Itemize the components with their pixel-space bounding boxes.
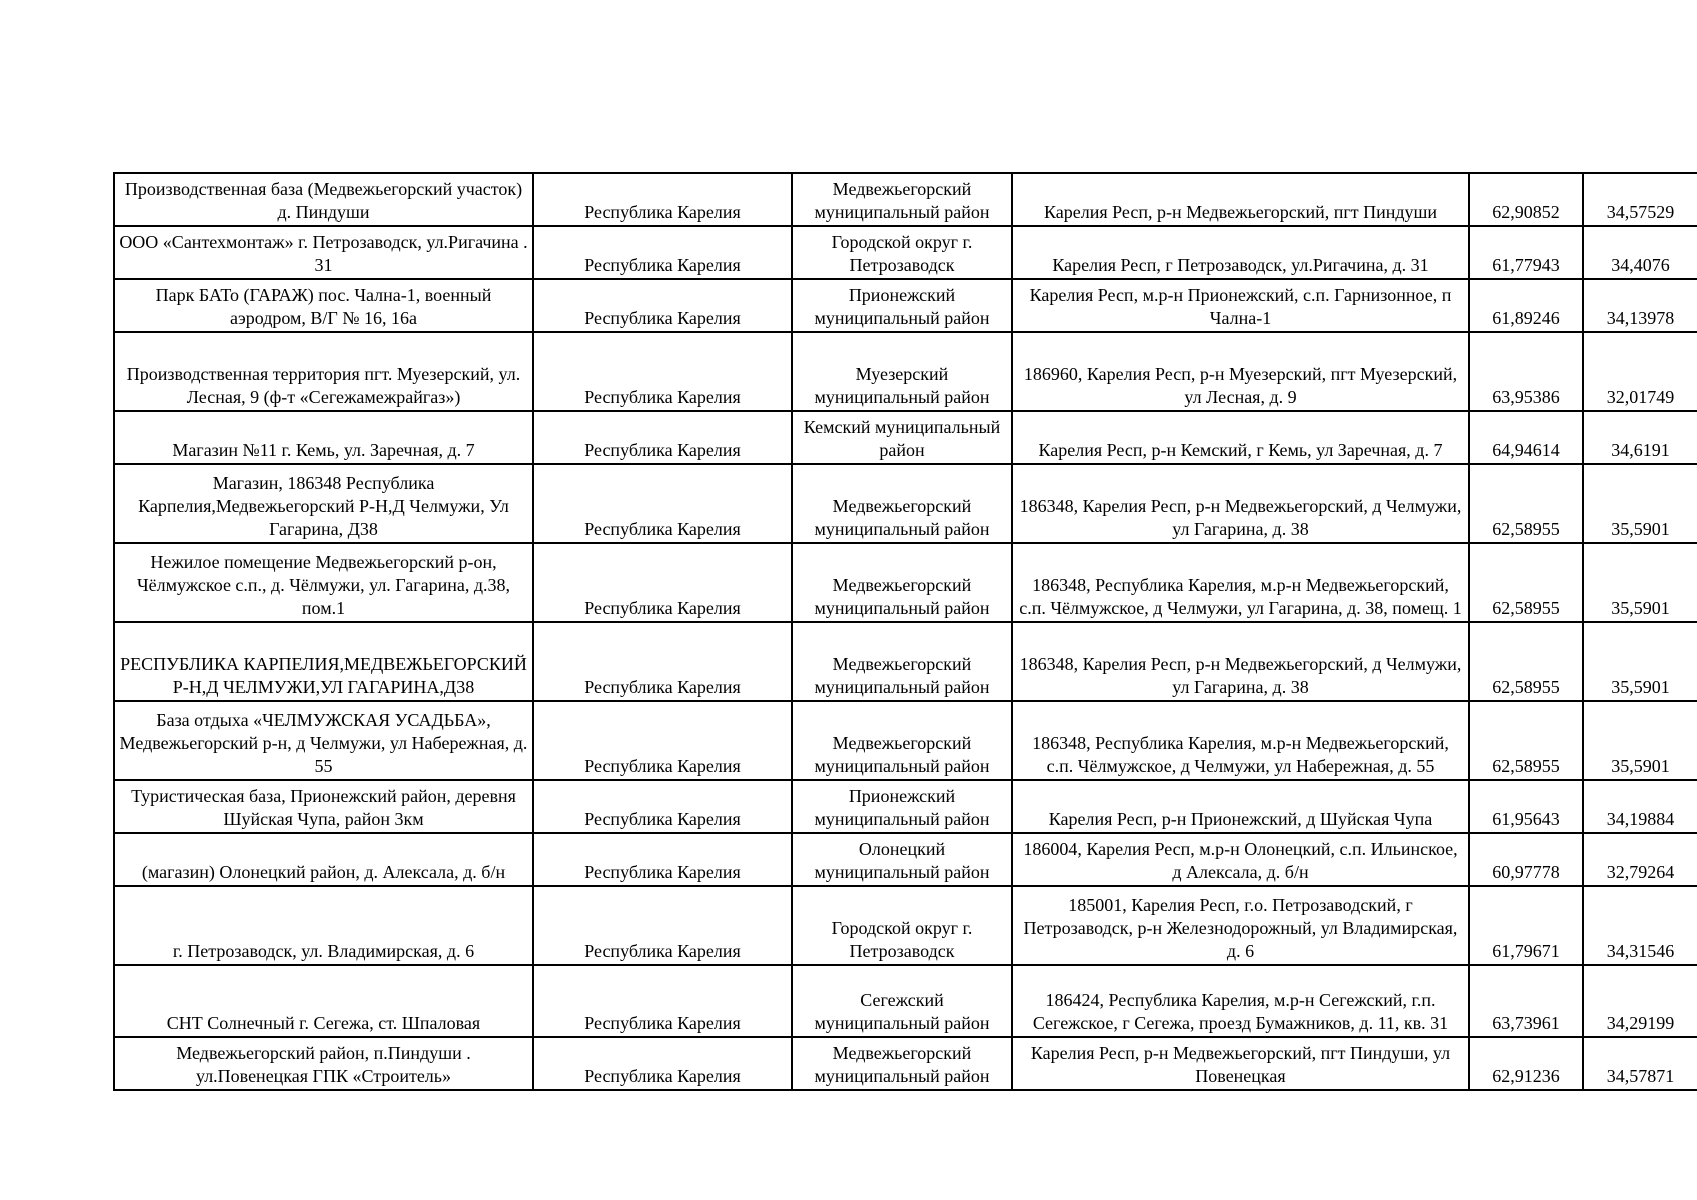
cell-longitude: 35,5901 <box>1583 464 1697 543</box>
cell-latitude: 62,91236 <box>1469 1037 1583 1090</box>
table-row <box>114 1037 1697 1090</box>
cell-district: Медвежьегорский муниципальный район <box>792 173 1012 226</box>
cell-address: 186348, Республика Карелия, м.р-н Медвежьегорский, с.п. Чёлмужское, д Челмужи, ул Набережная, д. 55 <box>1012 701 1469 780</box>
cell-latitude: 60,97778 <box>1469 833 1583 886</box>
cell-longitude: 34,13978 <box>1583 279 1697 332</box>
cell-longitude: 34,31546 <box>1583 886 1697 965</box>
cell-latitude: 61,79671 <box>1469 886 1583 965</box>
cell-latitude: 62,58955 <box>1469 622 1583 701</box>
table-row <box>114 332 1697 411</box>
cell-address: 186348, Карелия Респ, р-н Медвежьегорский, д Челмужи, ул Гагарина, д. 38 <box>1012 622 1469 701</box>
cell-district: Сегежский муниципальный район <box>792 965 1012 1037</box>
table-row <box>114 886 1697 965</box>
cell-longitude: 34,29199 <box>1583 965 1697 1037</box>
cell-longitude: 32,01749 <box>1583 332 1697 411</box>
cell-region: Республика Карелия <box>533 332 792 411</box>
cell-address: 185001, Карелия Респ, г.о. Петрозаводский, г Петрозаводск, р-н Железнодорожный, ул Владимирская, д. 6 <box>1012 886 1469 965</box>
cell-district: Прионежский муниципальный район <box>792 780 1012 833</box>
cell-address: 186424, Республика Карелия, м.р-н Сегежский, г.п. Сегежское, г Сегежа, проезд Бумажников, д. 11, кв. 31 <box>1012 965 1469 1037</box>
cell-longitude: 34,6191 <box>1583 411 1697 464</box>
cell-address: 186960, Карелия Респ, р-н Муезерский, пгт Муезерский, ул Лесная, д. 9 <box>1012 332 1469 411</box>
cell-district: Медвежьегорский муниципальный район <box>792 464 1012 543</box>
cell-latitude: 61,89246 <box>1469 279 1583 332</box>
cell-object-name: г. Петрозаводск, ул. Владимирская, д. 6 <box>114 886 533 965</box>
table-row <box>114 226 1697 279</box>
cell-district: Прионежский муниципальный район <box>792 279 1012 332</box>
table-row <box>114 411 1697 464</box>
cell-district: Кемский муниципальный район <box>792 411 1012 464</box>
cell-object-name: (магазин) Олонецкий район, д. Алексала, д. б/н <box>114 833 533 886</box>
cell-region: Республика Карелия <box>533 543 792 622</box>
table-row <box>114 173 1697 226</box>
cell-address: 186004, Карелия Респ, м.р-н Олонецкий, с.п. Ильинское, д Алексала, д. б/н <box>1012 833 1469 886</box>
cell-latitude: 63,73961 <box>1469 965 1583 1037</box>
cell-longitude: 34,57529 <box>1583 173 1697 226</box>
cell-object-name: Производственная база (Медвежьегорский участок) д. Пиндуши <box>114 173 533 226</box>
cell-object-name: СНТ Солнечный г. Сегежа, ст. Шпаловая <box>114 965 533 1037</box>
cell-address: Карелия Респ, р-н Медвежьегорский, пгт Пиндуши <box>1012 173 1469 226</box>
cell-region: Республика Карелия <box>533 279 792 332</box>
cell-latitude: 63,95386 <box>1469 332 1583 411</box>
cell-object-name: База отдыха «ЧЕЛМУЖСКАЯ УСАДЬБА», Медвежьегорский р-н, д Челмужи, ул Набережная, д. 55 <box>114 701 533 780</box>
cell-region: Республика Карелия <box>533 464 792 543</box>
cell-district: Городской округ г. Петрозаводск <box>792 226 1012 279</box>
cell-district: Медвежьегорский муниципальный район <box>792 1037 1012 1090</box>
cell-object-name: Магазин, 186348 Республика Карпелия,Медвежьегорский Р-Н,Д Челмужи, Ул Гагарина, Д38 <box>114 464 533 543</box>
table-row <box>114 279 1697 332</box>
cell-region: Республика Карелия <box>533 173 792 226</box>
cell-longitude: 35,5901 <box>1583 701 1697 780</box>
cell-region: Республика Карелия <box>533 780 792 833</box>
cell-object-name: Производственная территория пгт. Муезерский, ул. Лесная, 9 (ф-т «Сегежамежрайгаз») <box>114 332 533 411</box>
cell-region: Республика Карелия <box>533 833 792 886</box>
table-row <box>114 543 1697 622</box>
cell-region: Республика Карелия <box>533 226 792 279</box>
cell-object-name: Медвежьегорский район, п.Пиндуши . ул.Повенецкая ГПК «Строитель» <box>114 1037 533 1090</box>
cell-region: Республика Карелия <box>533 965 792 1037</box>
cell-object-name: Парк БАТо (ГАРАЖ) пос. Чална-1, военный аэродром, В/Г № 16, 16а <box>114 279 533 332</box>
cell-longitude: 34,19884 <box>1583 780 1697 833</box>
cell-object-name: РЕСПУБЛИКА КАРПЕЛИЯ,МЕДВЕЖЬЕГОРСКИЙ Р-Н,Д ЧЕЛМУЖИ,УЛ ГАГАРИНА,Д38 <box>114 622 533 701</box>
cell-region: Республика Карелия <box>533 411 792 464</box>
cell-address: Карелия Респ, м.р-н Прионежский, с.п. Гарнизонное, п Чална-1 <box>1012 279 1469 332</box>
cell-latitude: 62,58955 <box>1469 543 1583 622</box>
cell-district: Городской округ г. Петрозаводск <box>792 886 1012 965</box>
table-row <box>114 780 1697 833</box>
cell-address: Карелия Респ, г Петрозаводск, ул.Ригачина, д. 31 <box>1012 226 1469 279</box>
cell-region: Республика Карелия <box>533 1037 792 1090</box>
cell-address: Карелия Респ, р-н Прионежский, д Шуйская Чупа <box>1012 780 1469 833</box>
table-row <box>114 464 1697 543</box>
cell-object-name: Магазин №11 г. Кемь, ул. Заречная, д. 7 <box>114 411 533 464</box>
cell-longitude: 35,5901 <box>1583 622 1697 701</box>
cell-district: Медвежьегорский муниципальный район <box>792 543 1012 622</box>
cell-region: Республика Карелия <box>533 701 792 780</box>
cell-address: 186348, Республика Карелия, м.р-н Медвежьегорский, с.п. Чёлмужское, д Челмужи, ул Гагарина, д. 38, помещ. 1 <box>1012 543 1469 622</box>
table-row <box>114 965 1697 1037</box>
cell-region: Республика Карелия <box>533 622 792 701</box>
cell-address: Карелия Респ, р-н Кемский, г Кемь, ул Заречная, д. 7 <box>1012 411 1469 464</box>
cell-district: Муезерский муниципальный район <box>792 332 1012 411</box>
cell-district: Медвежьегорский муниципальный район <box>792 701 1012 780</box>
cell-latitude: 62,58955 <box>1469 464 1583 543</box>
cell-latitude: 61,77943 <box>1469 226 1583 279</box>
table-row <box>114 833 1697 886</box>
cell-district: Олонецкий муниципальный район <box>792 833 1012 886</box>
cell-latitude: 64,94614 <box>1469 411 1583 464</box>
table-row <box>114 701 1697 780</box>
cell-object-name: ООО «Сантехмонтаж» г. Петрозаводск, ул.Ригачина . 31 <box>114 226 533 279</box>
cell-district: Медвежьегорский муниципальный район <box>792 622 1012 701</box>
cell-region: Республика Карелия <box>533 886 792 965</box>
cell-address: 186348, Карелия Респ, р-н Медвежьегорский, д Челмужи, ул Гагарина, д. 38 <box>1012 464 1469 543</box>
cell-address: Карелия Респ, р-н Медвежьегорский, пгт Пиндуши, ул Повенецкая <box>1012 1037 1469 1090</box>
cell-object-name: Нежилое помещение Медвежьегорский р-он, Чёлмужское с.п., д. Чёлмужи, ул. Гагарина, д.38, пом.1 <box>114 543 533 622</box>
cell-longitude: 35,5901 <box>1583 543 1697 622</box>
table-row <box>114 622 1697 701</box>
cell-latitude: 62,90852 <box>1469 173 1583 226</box>
cell-latitude: 61,95643 <box>1469 780 1583 833</box>
cell-longitude: 32,79264 <box>1583 833 1697 886</box>
locations-table <box>113 172 1697 1091</box>
cell-object-name: Туристическая база, Прионежский район, деревня Шуйская Чупа, район 3км <box>114 780 533 833</box>
cell-longitude: 34,57871 <box>1583 1037 1697 1090</box>
cell-latitude: 62,58955 <box>1469 701 1583 780</box>
cell-longitude: 34,4076 <box>1583 226 1697 279</box>
